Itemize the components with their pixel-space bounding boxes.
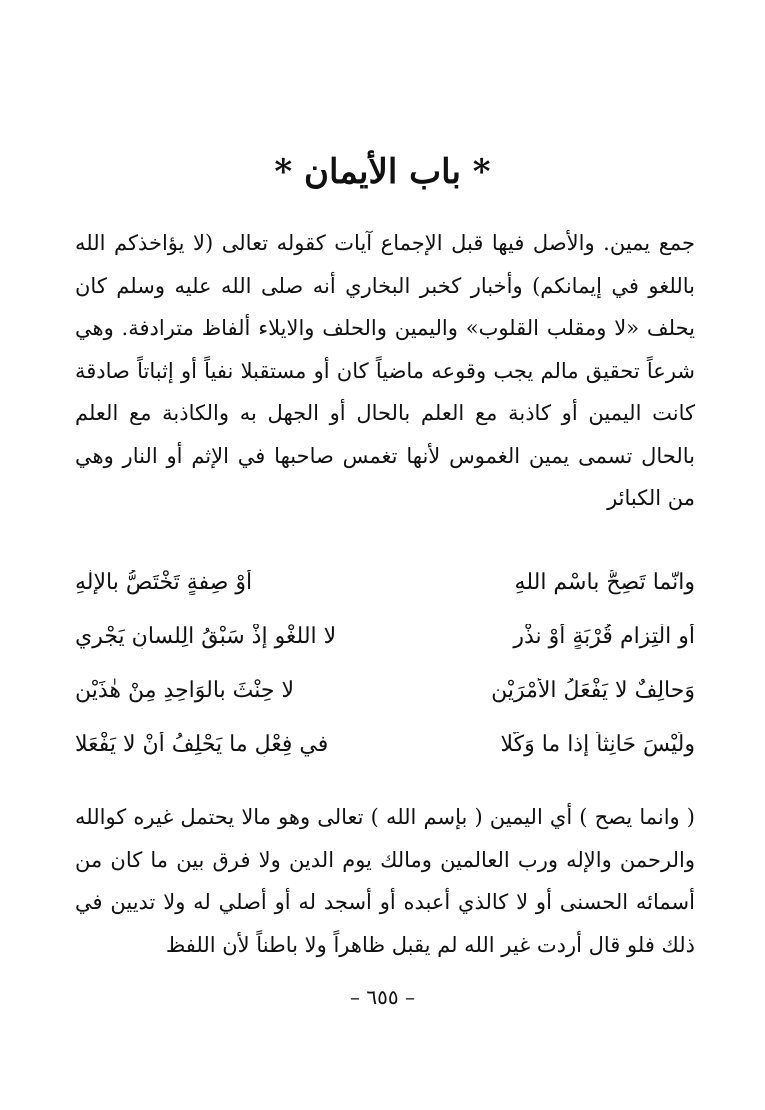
verse-line — [75, 663, 695, 717]
verse-first-hemistich: أَوِ الْتِزامِ قُرْبَةٍ أَوْ نذْرِ — [513, 623, 695, 649]
intro-paragraph — [75, 222, 695, 520]
explanation-paragraph — [75, 796, 695, 966]
explanation-text: ( وانما يصح ) أي اليمين ( بإسم الله ) تعالى وهو مالا يحتمل غيره كوالله والرحمن والإله ورب العالمين ومالك يوم الدين ولا فرق بين ما كان من أسمائه الحسنى أو لا كالذي أعبده أو أسجد له أو أصلي له ولا تديين في ذلك فلو قال أردت غير الله لم يقبل ظاهراً ولا باطناً لأن اللفظ — [75, 805, 695, 957]
verse-second-hemistich: لا اللغْوِ إِذْ سَبْقُ الِلسانِ يَجْرِي — [75, 623, 337, 649]
chapter-title: * باب الأيمان * — [274, 152, 491, 192]
verse-second-hemistich: لا حِنْثَ بالوَاحِدِ مِنْ هٰذَيْنِ — [75, 677, 295, 703]
verse-line — [75, 717, 695, 771]
verse-line — [75, 609, 695, 663]
verse-second-hemistich: في فِعْلِ ما يَحْلِفُ أَنْ لا يَفْعَلا — [75, 731, 329, 757]
page-number: – ٦٥٥ – — [350, 985, 415, 1009]
verse-first-hemistich: وَحالِفٌ لا يَفْعَلُ الأَمْرَيْنِ — [491, 677, 695, 703]
verse-first-hemistich: ولَيْسَ حَانِثاً إِذا ما وَكَّلا — [500, 731, 695, 757]
verse-block — [75, 555, 695, 771]
verse-line — [75, 555, 695, 609]
intro-text: جمع يمين. والأصل فيها قبل الإجماع آيات كقوله تعالى (لا يؤاخذكم الله باللغو في إيمانكم) وأخبار كخبر البخاري أنه صلى الله عليه وسلم كان يحلف «لا ومقلب القلوب» واليمين والحلف والايلاء ألفاظ مترادفة. وهي شرعاً تحقيق مالم يجب وقوعه ماضياً كان أو مستقبلا نفياً أو إثباتاً صادقة كانت اليمين أو كاذبة مع العلم بالحال أو الجهل به والكاذبة مع العلم بالحال تسمى يمين الغموس لأنها تغمس صاحبها في الإثم أو النار وهي من الكبائر — [75, 231, 695, 510]
verse-first-hemistich: وانّما تَصِحُّ باسْمِ اللهِ — [514, 569, 695, 595]
verse-second-hemistich: أَوْ صِفةٍ تَخْتَصُّ بالإِلٰهِ — [75, 569, 253, 595]
